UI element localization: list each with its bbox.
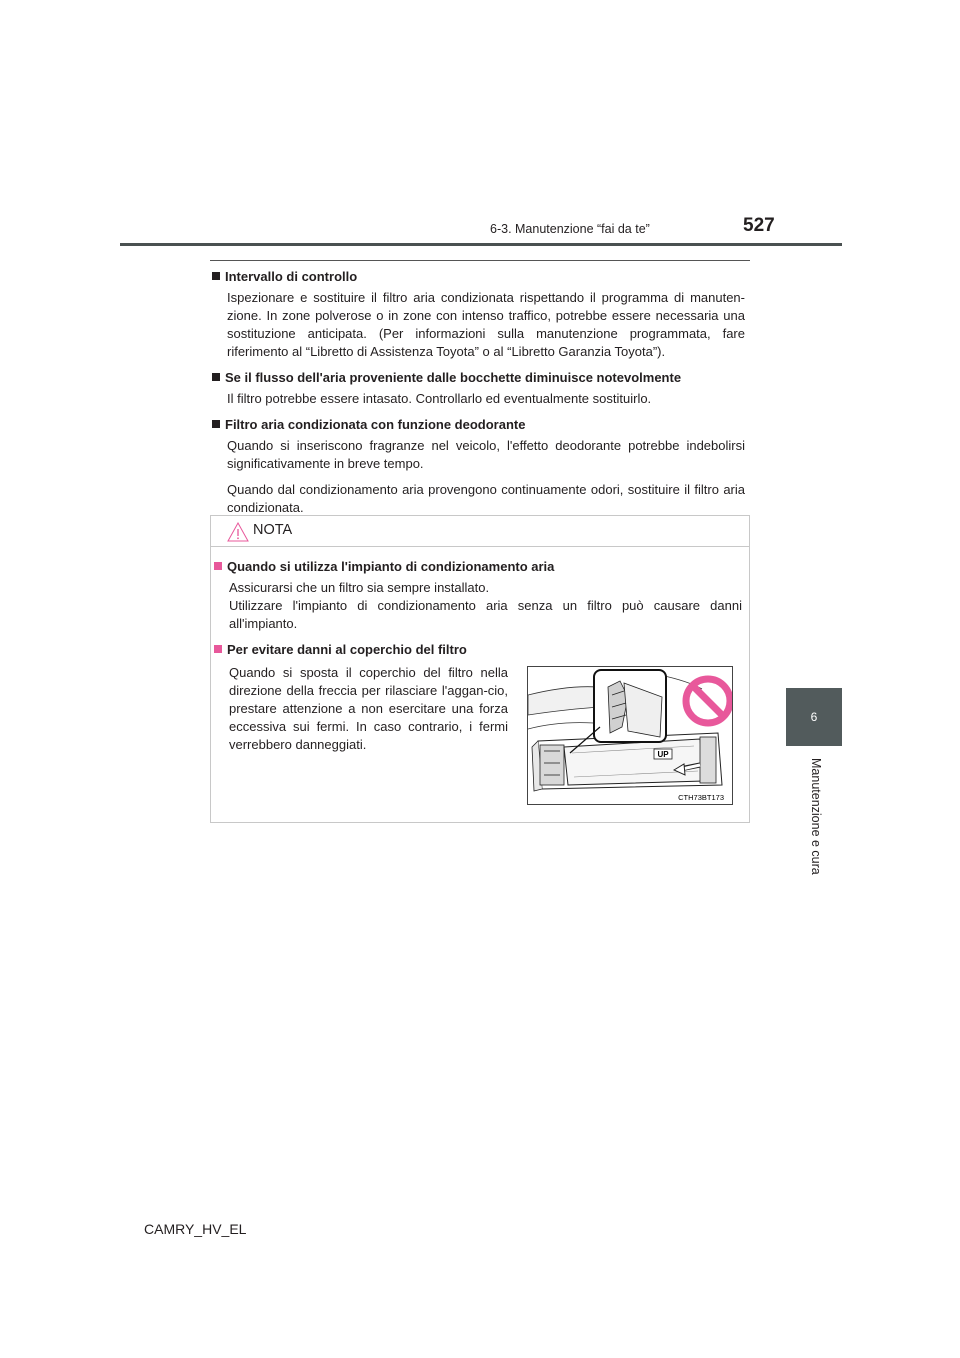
section-paragraph: Il filtro potrebbe essere intasato. Controllarlo ed eventualmente sostituirlo.	[227, 391, 652, 406]
section-heading: Se il flusso dell'aria proveniente dalle bocchette diminuisce notevolmente	[212, 369, 745, 387]
nota-item-heading: Per evitare danni al coperchio del filtro	[214, 641, 742, 659]
chapter-number: 6	[810, 710, 818, 724]
square-bullet-icon	[212, 272, 220, 280]
up-label: UP	[657, 750, 669, 759]
section-intervallo	[212, 268, 745, 361]
nota-body	[214, 558, 742, 659]
model-code: CAMRY_HV_EL	[144, 1221, 247, 1237]
chapter-tab	[786, 688, 842, 746]
square-bullet-icon	[214, 562, 222, 570]
section-heading: Intervallo di controllo	[212, 268, 745, 286]
section-heading: Filtro aria condizionata con funzione deodorante	[212, 416, 745, 434]
section-flusso	[212, 369, 745, 408]
content-top-rule	[210, 260, 750, 261]
nota-item-line: Utilizzare l'impianto di condizionamento aria senza un filtro può causare danni all'impianto.	[229, 598, 742, 631]
header-section-title: 6-3. Manutenzione “fai da te”	[490, 222, 650, 236]
nota-header	[211, 516, 749, 547]
chapter-title: Manutenzione e cura	[809, 758, 823, 875]
nota-box	[210, 515, 750, 823]
page-number: 527	[743, 215, 775, 236]
square-bullet-icon	[212, 373, 220, 381]
figure-code: CTH73BT173	[678, 793, 724, 802]
warning-triangle-icon	[227, 522, 249, 542]
nota-item-heading: Quando si utilizza l'impianto di condizionamento aria	[214, 558, 742, 576]
filter-cover-drawing	[528, 667, 733, 805]
nota-item-text: Quando si sposta il coperchio del filtro nella direzione della freccia per rilasciare l'aggan-cio, prestare attenzione a non esercitare una forza eccessiva sui fermi. In caso contrario, i fermi verrebbero danneggiati.	[229, 665, 508, 752]
square-bullet-icon	[214, 645, 222, 653]
nota-item-line: Assicurarsi che un filtro sia sempre installato.	[229, 580, 490, 595]
section-paragraph: Ispezionare e sostituire il filtro aria condizionata rispettando il programma di manuten-zione. In zone polverose o in zone con intenso traffico, potrebbe essere necessaria una sostituzione anticipata. (Per informazioni sulla manutenzione programmata, fare riferimento al “Libretto di Assistenza Toyota” o al “Libretto Garanzia Toyota”).	[227, 290, 745, 359]
section-paragraph: Quando dal condizionamento aria provengono continuamente odori, sostituire il filtro aria condizionata.	[227, 482, 745, 515]
section-paragraph: Quando si inseriscono fragranze nel veicolo, l'effetto deodorante potrebbe indebolirsi significativamente in breve tempo.	[227, 438, 745, 471]
nota-title: NOTA	[253, 522, 293, 538]
header-rule	[120, 243, 842, 246]
square-bullet-icon	[212, 420, 220, 428]
section-deodorante	[212, 416, 745, 517]
filter-cover-illustration	[527, 666, 733, 805]
main-content	[212, 268, 745, 525]
